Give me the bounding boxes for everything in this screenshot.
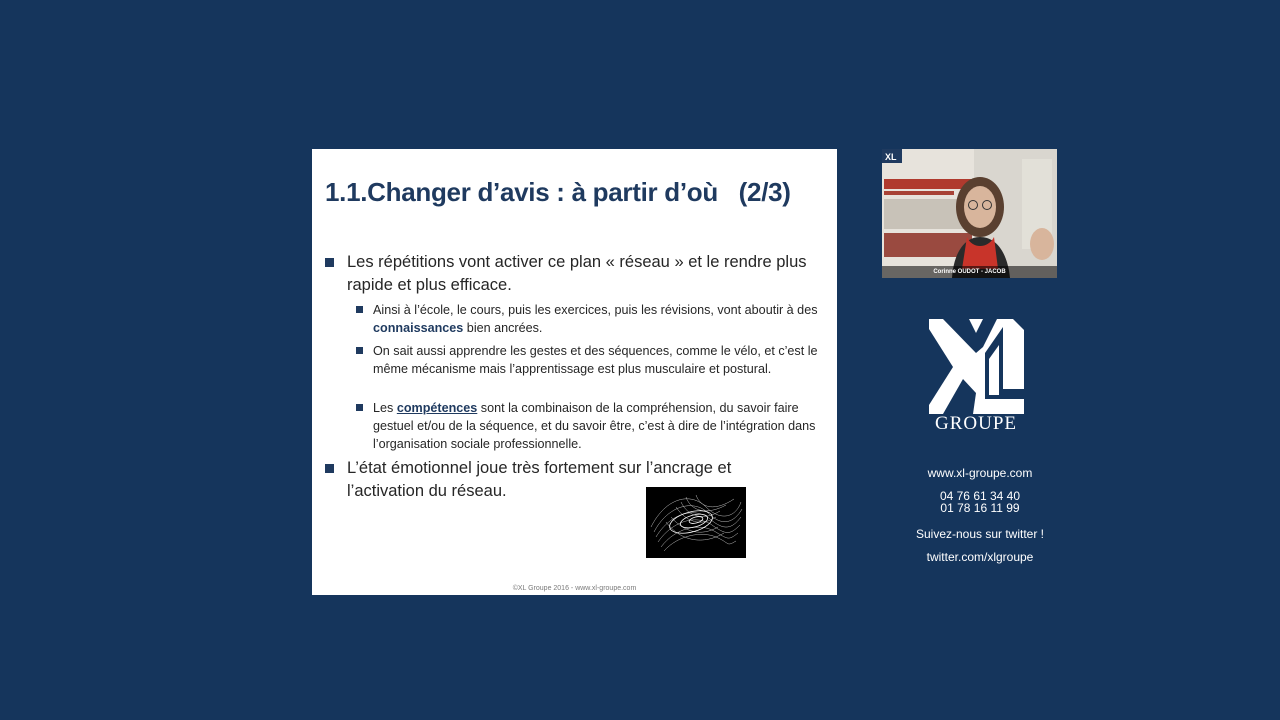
square-bullet-icon xyxy=(356,404,363,411)
slide-footer: ©XL Groupe 2016 - www.xl-groupe.com xyxy=(512,585,637,592)
neural-network-image xyxy=(646,487,746,558)
slide-sub-bullet xyxy=(356,342,831,378)
bullet-text: L’état émotionnel joue très fortement sur l’ancrage et l’activation du réseau. xyxy=(347,459,732,500)
presentation-slide xyxy=(312,149,837,595)
twitter-prompt: Suivez-nous sur twitter ! xyxy=(915,527,1045,541)
sub-bullet-text: Ainsi à l’école, le cours, puis les exercices, puis les révisions, vont aboutir à des connaissances bien ancrées. xyxy=(373,303,818,335)
phone-number: 04 76 61 34 40 xyxy=(939,489,1021,503)
slide-sub-bullet xyxy=(356,301,831,337)
sub-bullet-text: On sait aussi apprendre les gestes et des séquences, comme le vélo, et c’est le même mécanisme mais l’apprentissage est plus musculaire et postural. xyxy=(373,344,818,376)
square-bullet-icon xyxy=(325,258,334,267)
sub-bullet-text: Les compétences sont la combinaison de la compréhension, du savoir faire gestuel et/ou de la séquence, et du savoir être, c’est à dire de l’intégration dans l’organisation sociale professionnelle. xyxy=(373,401,816,451)
slide-bullet xyxy=(325,251,825,297)
square-bullet-icon xyxy=(325,464,334,473)
presenter-webcam xyxy=(882,149,1057,278)
bullet-text: Les répétitions vont activer ce plan « réseau » et le rendre plus rapide et plus efficace. xyxy=(347,253,807,294)
logo-subtitle: GROUPE xyxy=(934,413,1017,434)
xl-groupe-logo xyxy=(929,319,1024,414)
square-bullet-icon xyxy=(356,306,363,313)
slide-sub-bullet xyxy=(356,399,831,453)
presenter-video-feed xyxy=(882,149,1057,278)
website-link[interactable]: www.xl-groupe.com xyxy=(927,466,1033,480)
xl-logo-icon xyxy=(929,319,1024,414)
slide-title: 1.1.Changer d’avis : à partir d’où (2/3) xyxy=(325,177,791,207)
svg-text:XL: XL xyxy=(885,152,897,162)
phone-numbers xyxy=(880,490,1080,514)
presenter-name-caption: Corinne OUDOT - JACOB xyxy=(882,266,1057,278)
phone-number: 01 78 16 11 99 xyxy=(940,501,1020,515)
twitter-link[interactable]: twitter.com/xlgroupe xyxy=(926,550,1034,564)
square-bullet-icon xyxy=(356,347,363,354)
